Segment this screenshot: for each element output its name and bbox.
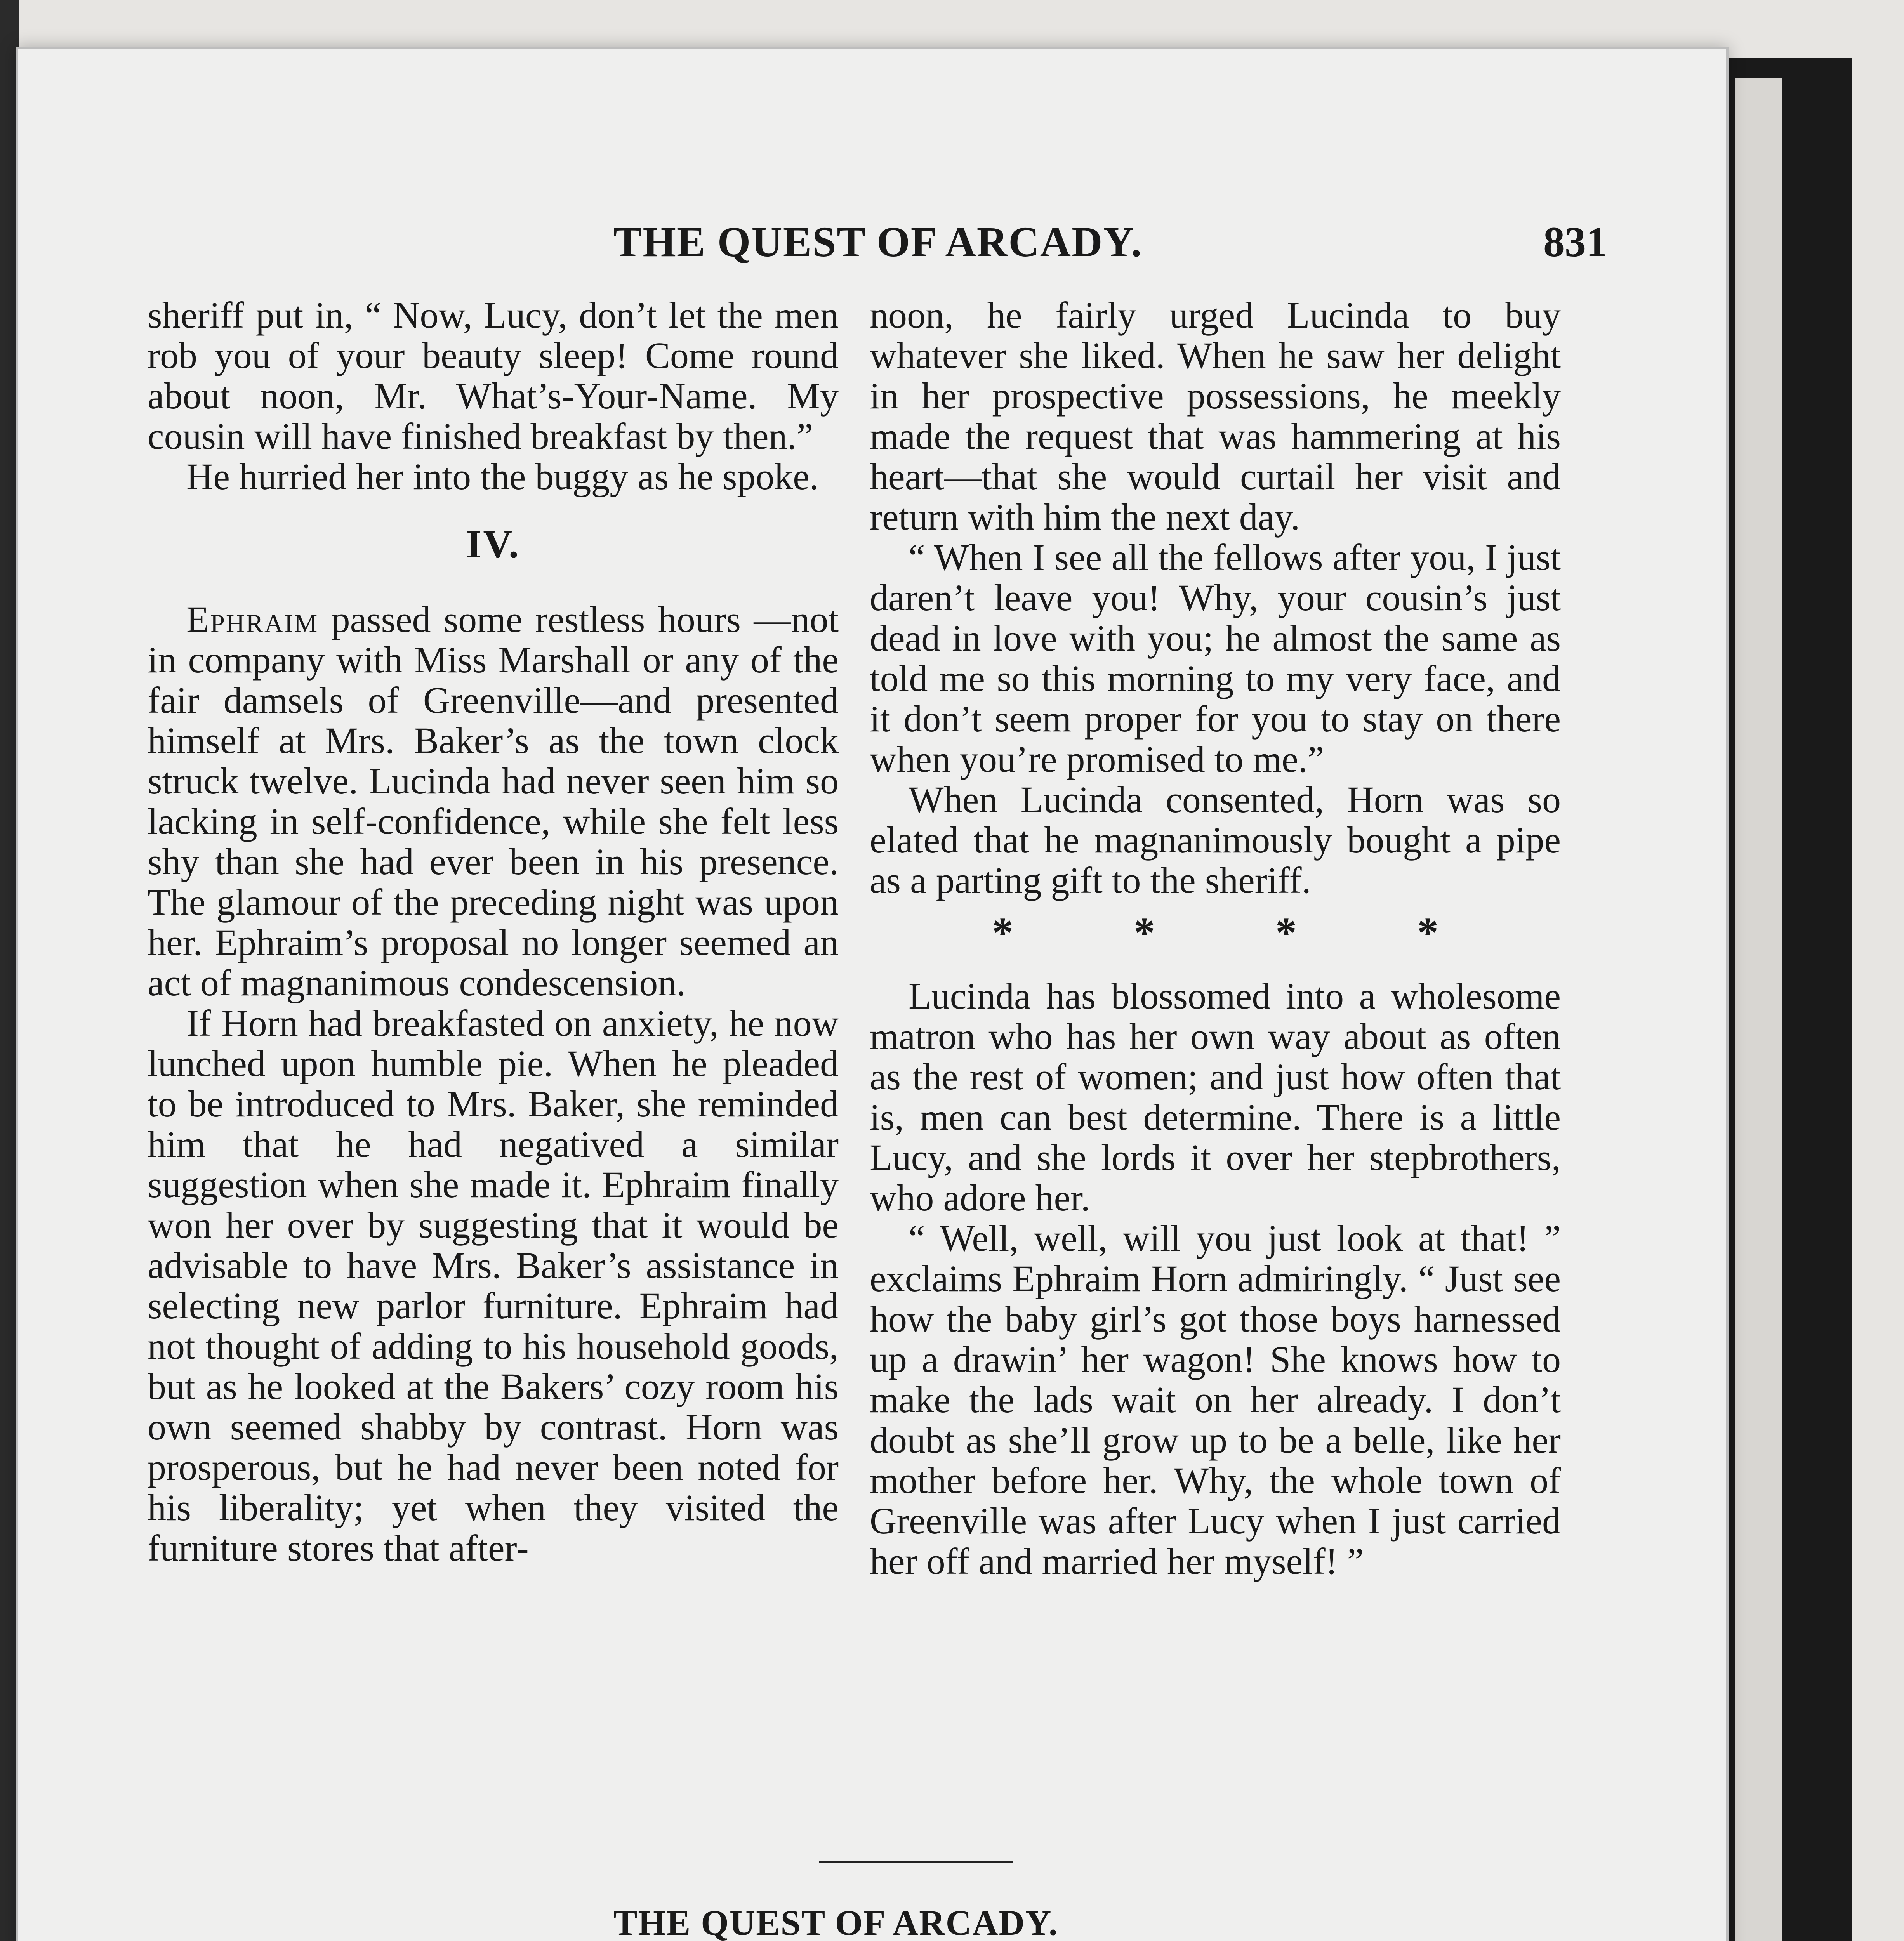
asterisk: * <box>1134 909 1155 956</box>
paragraph: “ Well, well, will you just look at that! ” exclaims Ephraim Horn admiringly. “ Just see how the baby girl’s got those boys harnessed up a drawin’ her wagon! She knows how to make the lads wait on her already. I don’t doubt as she’ll grow up to be a belle, like her mother before her. Why, the whole town of Greenville was after Lucy when I just carried her off and married her myself! ” <box>870 1217 1561 1582</box>
paragraph: If Horn had breakfasted on anxiety, he now lunched upon humble pie. When he pleaded to be introduced to Mrs. Baker, she reminded him that he had negatived a similar suggestion when she made it. Ephraim finally won her over by suggesting that it would be advisable to have Mrs. Baker’s assistance in selecting new parlor furniture. Ephraim had not thought of adding to his household goods, but as he looked at the Bakers’ cozy room his own seemed shabby by contrast. Horn was prosperous, but he had never been noted for his liberality; yet when they visited the furniture stores that after- <box>148 1002 839 1569</box>
divider-rule <box>819 1861 1013 1863</box>
paragraph: Lucinda has blossomed into a wholesome matron who has her own way about as often as the rest of women; and just how often that is, men can best determine. There is a little Lucy, and she lords it over her stepbrothers, who adore her. <box>870 975 1561 1219</box>
asterisk: * <box>992 909 1013 956</box>
poem-title: THE QUEST OF ARCADY. <box>613 1903 1058 1941</box>
section-heading: IV. <box>466 522 521 566</box>
right-text-column <box>870 295 1561 1582</box>
asterisk: * <box>1417 909 1438 956</box>
paragraph: noon, he fairly urged Lucinda to buy whatever she liked. When he saw her delight in her prospective possessions, he meekly made the request that was hammering at his heart—that she would curtail her visit and return with him the next day. <box>870 294 1561 538</box>
running-title: THE QUEST OF ARCADY. <box>613 218 1143 266</box>
paragraph: sheriff put in, “ Now, Lucy, don’t let the men rob you of your beauty sleep! Come round about noon, Mr. What’s-Your-Name. My cousin will have finished breakfast by then.” <box>148 294 839 457</box>
lead-word: Ephraim <box>186 599 319 640</box>
paragraph: “ When I see all the fellows after you, I just daren’t leave you! Why, your cousin’s just dead in love with you; he almost the same as told me so this morning to my very face, and it don’t seem proper for you to stay on there when you’re promised to me.” <box>870 536 1561 780</box>
paragraph <box>148 599 839 1003</box>
paragraph-text: passed some restless hours —not in company with Miss Marshall or any of the fair damsels of Greenville—and presented himself at Mrs. Baker’s as the town clock struck twelve. Lucinda had never seen him so lacking in self-confidence, while she felt less shy than she had ever been in his presence. The glamour of the preceding night was upon her. Ephraim’s proposal no longer seemed an act of magnanimous condescension. <box>148 599 839 1003</box>
asterisk: * <box>1275 909 1297 956</box>
page-edge <box>1735 78 1782 1941</box>
paragraph: When Lucinda consented, Horn was so elated that he magnanimously bought a pipe as a parting gift to the sheriff. <box>870 779 1561 901</box>
page-number: 831 <box>1543 218 1607 266</box>
left-text-column <box>148 295 839 1568</box>
running-header <box>613 217 1607 264</box>
section-break-asterisms <box>870 909 1561 956</box>
paragraph: He hurried her into the buggy as he spoke. <box>186 456 819 497</box>
